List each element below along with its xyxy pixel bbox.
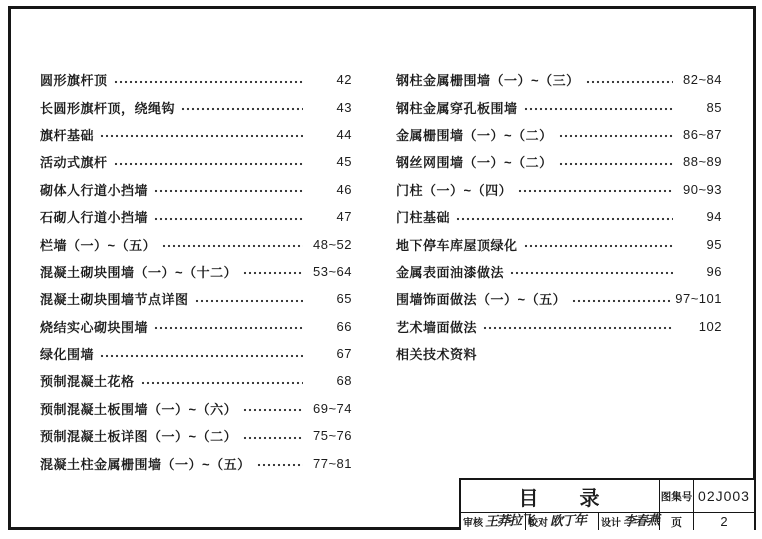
toc-entry bbox=[40, 285, 352, 312]
toc-entry-title: 混凝土砌块围墙（一）~（十二） bbox=[40, 264, 238, 280]
dot-leader bbox=[456, 217, 673, 221]
toc-entry bbox=[40, 340, 352, 367]
checker-label: 校对 bbox=[528, 518, 548, 529]
dot-leader bbox=[154, 326, 303, 330]
designer-label: 设计 bbox=[600, 518, 621, 529]
toc-entry-page: 97~101 bbox=[675, 291, 722, 307]
toc-entry-title: 混凝土砌块围墙节点详图 bbox=[40, 292, 189, 308]
dot-leader bbox=[518, 189, 673, 193]
dot-leader bbox=[114, 80, 303, 84]
dot-leader bbox=[243, 271, 303, 275]
toc-entry bbox=[40, 121, 352, 148]
toc-entry-page: 66 bbox=[336, 318, 352, 334]
dot-leader bbox=[100, 354, 303, 358]
designer-signature: 李春燕 bbox=[622, 512, 660, 529]
dot-leader bbox=[559, 162, 673, 166]
toc-entry-title: 钢柱金属栅围墙（一）~（三） bbox=[396, 73, 580, 89]
toc-entry-page: 67 bbox=[336, 346, 352, 362]
dot-leader bbox=[100, 134, 303, 138]
toc-entry-page: 65 bbox=[336, 291, 352, 307]
toc-entry bbox=[396, 148, 722, 175]
toc-entry-title: 门柱（一）~（四） bbox=[396, 182, 513, 198]
toc-entry-page: 46 bbox=[336, 181, 352, 197]
toc-entry-title: 混凝土柱金属栅围墙（一）~（五） bbox=[40, 456, 251, 472]
toc-entry-title: 预制混凝土板详图（一）~（二） bbox=[40, 429, 238, 445]
toc-entry-page: 47 bbox=[336, 209, 352, 225]
toc-entry-title: 钢柱金属穿孔板围墙 bbox=[396, 100, 518, 116]
toc-entry bbox=[396, 340, 722, 367]
toc-entry-title: 钢丝网围墙（一）~（二） bbox=[396, 155, 553, 171]
toc-entry-title: 门柱基础 bbox=[396, 210, 451, 226]
toc-entry bbox=[396, 230, 722, 257]
dot-leader bbox=[114, 162, 303, 166]
toc-entry bbox=[396, 203, 722, 230]
dot-leader bbox=[154, 217, 303, 221]
toc-entry bbox=[40, 313, 352, 340]
toc-entry-page: 44 bbox=[336, 126, 352, 142]
toc-entry-page: 42 bbox=[336, 72, 352, 88]
toc-entry-page: 88~89 bbox=[682, 154, 722, 170]
page-number: 2 bbox=[720, 514, 728, 529]
toc-entry-page: 82~84 bbox=[682, 72, 722, 88]
dot-leader bbox=[243, 436, 303, 440]
toc-entry bbox=[40, 367, 352, 394]
toc-entry bbox=[396, 66, 722, 93]
atlas-number: 02J003 bbox=[694, 480, 754, 513]
reviewer-label: 审核 bbox=[463, 518, 483, 529]
signature-row bbox=[461, 513, 660, 530]
toc-entry-title: 长圆形旗杆顶，绕绳钩 bbox=[40, 100, 176, 116]
toc-entry-page: 85 bbox=[706, 99, 722, 115]
page-number-label: 页 bbox=[660, 513, 694, 530]
dot-leader bbox=[181, 107, 303, 111]
toc-entry-page: 96 bbox=[706, 263, 722, 279]
toc-entry-page: 94 bbox=[706, 209, 722, 225]
toc-entry bbox=[40, 66, 352, 93]
toc-entry-title: 艺术墙面做法 bbox=[396, 319, 478, 335]
designer-cell bbox=[598, 513, 659, 530]
toc-entry-title: 砌体人行道小挡墙 bbox=[40, 182, 149, 198]
atlas-number-label: 图集号 bbox=[660, 480, 694, 513]
toc-entry bbox=[396, 258, 722, 285]
toc-entry-title: 烧结实心砌块围墙 bbox=[40, 319, 149, 335]
dot-leader bbox=[483, 326, 673, 330]
toc-entry-title: 旗杆基础 bbox=[40, 127, 95, 143]
toc-entry-title: 相关技术资料 bbox=[396, 347, 478, 363]
checker-cell bbox=[525, 513, 598, 530]
toc-entry-title: 栏墙（一）~（五） bbox=[40, 237, 157, 253]
toc-entry-page: 43 bbox=[336, 99, 352, 115]
toc-entry bbox=[40, 449, 352, 476]
toc-entry bbox=[40, 422, 352, 449]
toc-entry-page: 69~74 bbox=[312, 400, 352, 416]
toc-entry-title: 围墙饰面做法（一）~（五） bbox=[396, 292, 567, 308]
dot-leader bbox=[572, 299, 670, 303]
toc-entry bbox=[40, 148, 352, 175]
checker-signature: 欧丁年 bbox=[549, 512, 587, 529]
toc-entry bbox=[396, 313, 722, 340]
toc-entry-page: 68 bbox=[336, 373, 352, 389]
dot-leader bbox=[586, 80, 673, 84]
toc-entry-title: 活动式旗杆 bbox=[40, 155, 108, 171]
toc-entry bbox=[396, 176, 722, 203]
toc-entry-title: 预制混凝土花格 bbox=[40, 374, 135, 390]
toc-entry-title: 绿化围墙 bbox=[40, 347, 95, 363]
dot-leader bbox=[243, 408, 303, 412]
toc-entry-title: 石砌人行道小挡墙 bbox=[40, 210, 149, 226]
toc-entry-page: 45 bbox=[336, 154, 352, 170]
dot-leader bbox=[510, 271, 673, 275]
dot-leader bbox=[559, 134, 673, 138]
toc-entry bbox=[396, 285, 722, 312]
toc-entry-title: 金属栅围墙（一）~（二） bbox=[396, 127, 553, 143]
toc-column-left bbox=[40, 66, 352, 477]
dot-leader bbox=[524, 244, 673, 248]
page-title: 目 录 bbox=[461, 480, 660, 513]
toc-entry bbox=[396, 93, 722, 120]
toc-entry-title: 金属表面油漆做法 bbox=[396, 264, 505, 280]
reviewer-cell bbox=[461, 512, 534, 530]
dot-leader bbox=[524, 107, 673, 111]
toc-entry bbox=[40, 203, 352, 230]
toc-entry-page: 53~64 bbox=[312, 263, 352, 279]
toc-entry-page: 102 bbox=[698, 318, 722, 334]
dot-leader bbox=[195, 299, 303, 303]
toc-column-right bbox=[396, 66, 722, 367]
toc-entry bbox=[40, 93, 352, 120]
dot-leader bbox=[257, 463, 303, 467]
toc-entry-page: 86~87 bbox=[682, 126, 722, 142]
toc-entry bbox=[40, 395, 352, 422]
dot-leader bbox=[141, 381, 303, 385]
title-block bbox=[459, 478, 756, 530]
toc-entry bbox=[396, 121, 722, 148]
toc-entry bbox=[40, 230, 352, 257]
toc-entry-page: 77~81 bbox=[312, 455, 352, 471]
toc-entry-title: 预制混凝土板围墙（一）~（六） bbox=[40, 401, 238, 417]
toc-entry-page: 75~76 bbox=[312, 428, 352, 444]
dot-leader bbox=[154, 189, 303, 193]
reviewer-signature: 王莽拉飞 bbox=[484, 512, 534, 529]
toc-entry-page: 48~52 bbox=[312, 236, 352, 252]
toc-entry-page: 95 bbox=[706, 236, 722, 252]
toc-entry-page: 90~93 bbox=[682, 181, 722, 197]
toc-entry-title: 圆形旗杆顶 bbox=[40, 73, 108, 89]
toc-entry bbox=[40, 176, 352, 203]
toc-entry bbox=[40, 258, 352, 285]
toc-entry-title: 地下停车库屋顶绿化 bbox=[396, 237, 518, 253]
dot-leader bbox=[162, 244, 303, 248]
